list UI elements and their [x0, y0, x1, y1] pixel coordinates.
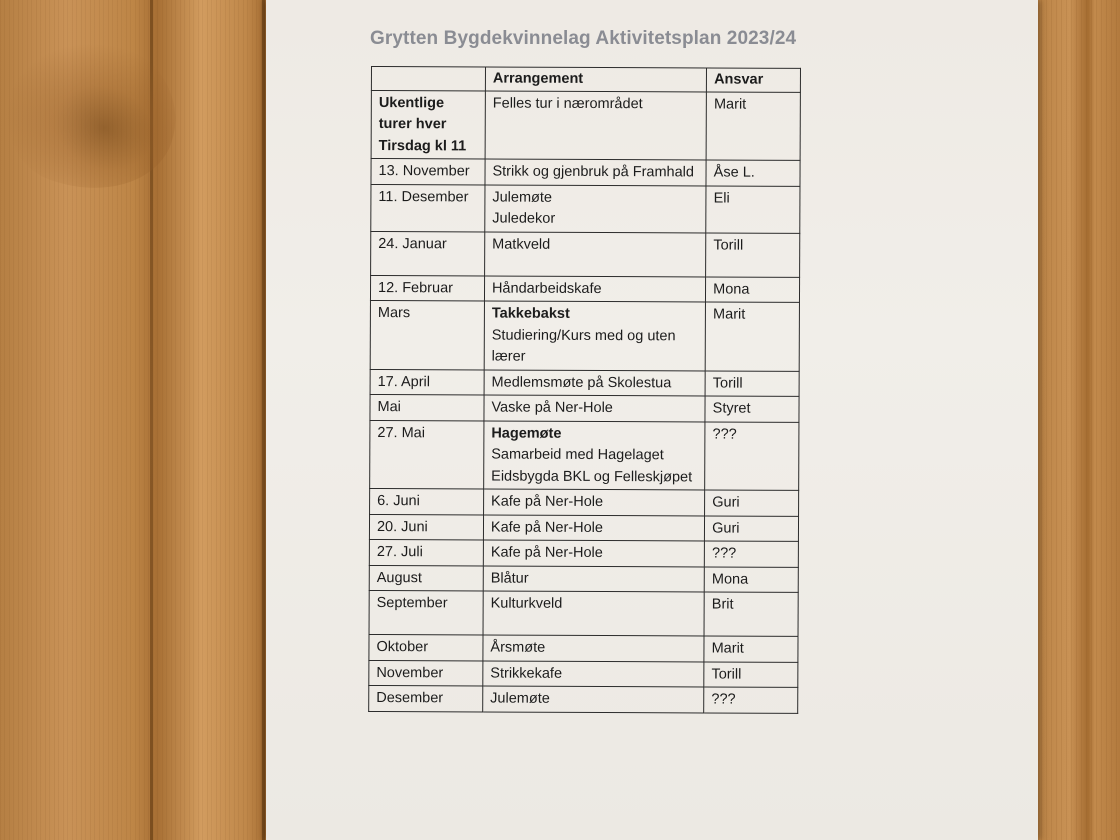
cell-ansvar: Guri: [705, 490, 799, 516]
cell-arrangement: [484, 301, 705, 370]
cell-date: September: [369, 590, 483, 634]
arrangement-line: Kulturkveld: [490, 595, 563, 612]
cell-arrangement: [483, 489, 704, 515]
paper-sheet: [266, 0, 1038, 840]
arrangement-line: Samarbeid med Hagelaget Eidsbygda BKL og Felleskjøpet: [491, 446, 693, 485]
arrangement-line: Julemøte: [492, 189, 553, 206]
table-row: [370, 420, 799, 490]
cell-ansvar: Mona: [706, 276, 800, 302]
cell-ansvar: Torill: [706, 232, 800, 276]
cell-arrangement: [485, 184, 706, 232]
table-row: [370, 275, 799, 302]
cell-date: Desember: [369, 685, 483, 711]
cell-ansvar: Torill: [704, 661, 798, 687]
arrangement-heading: Hagemøte: [491, 425, 562, 442]
cell-date: Mai: [370, 394, 484, 420]
header-arrangement: Arrangement: [485, 67, 706, 91]
table-row: [370, 488, 799, 515]
cell-ansvar: Marit: [704, 636, 798, 662]
arrangement-line: Håndarbeidskafe: [491, 280, 602, 297]
arrangement-line: Strikk og gjenbruk på Framhald: [492, 163, 695, 181]
table-row: [369, 565, 798, 592]
wood-knot: [0, 15, 197, 214]
cell-ansvar: Styret: [705, 396, 799, 422]
arrangement-line: Kafe på Ner-Hole: [490, 519, 604, 536]
cell-date: Oktober: [369, 634, 483, 660]
cell-date: 11. Desember: [371, 184, 485, 231]
table-row: [370, 300, 799, 370]
arrangement-line: Juledekor: [492, 210, 556, 227]
table-body: [369, 90, 801, 713]
cell-date: 13. November: [371, 159, 485, 185]
table-row: [369, 634, 798, 661]
arrangement-line: Studiering/Kurs med og uten lærer: [491, 327, 676, 365]
arrangement-line: Julemøte: [490, 690, 550, 707]
cell-arrangement: [483, 686, 704, 712]
cell-ansvar: Marit: [705, 302, 799, 371]
cell-ansvar: Guri: [705, 515, 799, 541]
cell-arrangement: [483, 514, 704, 540]
table-row: [369, 590, 798, 636]
cell-date: Mars: [370, 300, 484, 369]
cell-date: 17. April: [370, 369, 484, 395]
activity-plan-table: [368, 66, 801, 713]
cell-ansvar: Eli: [706, 185, 800, 232]
cell-arrangement: [483, 635, 704, 661]
arrangement-line: Blåtur: [490, 570, 529, 587]
cell-ansvar: Mona: [704, 566, 798, 592]
cell-arrangement: [484, 420, 705, 489]
cell-date: August: [369, 565, 483, 591]
document-title: Grytten Bygdekvinnelag Aktivitetsplan 2023/24: [370, 28, 797, 49]
cell-ansvar: Torill: [705, 370, 799, 396]
cell-date: Ukentlige turer hver Tirsdag kl 11: [371, 90, 485, 159]
table-row: [371, 231, 800, 277]
arrangement-line: Strikkekafe: [490, 665, 563, 682]
cell-arrangement: [483, 591, 704, 636]
table-row: [370, 394, 799, 421]
table-row: [369, 514, 798, 541]
cell-date: 27. Mai: [370, 420, 484, 489]
cell-date: 6. Juni: [370, 488, 484, 514]
arrangement-line: Felles tur i nærområdet: [492, 95, 643, 112]
cell-arrangement: [485, 90, 706, 159]
arrangement-line: Vaske på Ner-Hole: [491, 399, 613, 417]
arrangement-line: Kafe på Ner-Hole: [491, 493, 604, 511]
arrangement-line: Medlemsmøte på Skolestua: [491, 374, 672, 391]
table-row: [370, 369, 799, 396]
arrangement-line: Matkveld: [492, 236, 551, 253]
cell-ansvar: Marit: [706, 91, 800, 160]
cell-arrangement: [484, 395, 705, 421]
wood-background-right: [1036, 0, 1120, 840]
cell-arrangement: [483, 660, 704, 686]
arrangement-line: Kafe på Ner-Hole: [490, 544, 603, 562]
cell-arrangement: [484, 369, 705, 395]
cell-arrangement: [485, 159, 706, 185]
cell-ansvar: ???: [704, 687, 798, 713]
cell-arrangement: [483, 540, 704, 566]
cell-ansvar: ???: [705, 421, 799, 490]
cell-ansvar: Åse L.: [706, 160, 800, 186]
table-row: [369, 539, 798, 566]
arrangement-line: Årsmøte: [490, 639, 546, 656]
cell-ansvar: ???: [704, 541, 798, 567]
cell-arrangement: [484, 275, 705, 301]
table-row: [371, 90, 800, 160]
cell-arrangement: [485, 231, 706, 276]
cell-date: 24. Januar: [371, 231, 485, 275]
header-ansvar: Ansvar: [707, 68, 801, 92]
cell-arrangement: [483, 565, 704, 591]
cell-date: 20. Juni: [369, 514, 483, 540]
table-row: [369, 660, 798, 687]
header-date: [371, 67, 485, 91]
wood-plank-seam: [262, 0, 265, 840]
cell-date: 27. Juli: [369, 539, 483, 565]
cell-date: 12. Februar: [370, 275, 484, 301]
table-row: [371, 159, 800, 186]
table-row: [369, 685, 798, 712]
cell-ansvar: Brit: [704, 592, 798, 636]
table-header-row: [371, 67, 800, 92]
cell-date: November: [369, 660, 483, 686]
table-row: [371, 184, 800, 233]
arrangement-heading: Takkebakst: [491, 305, 570, 322]
